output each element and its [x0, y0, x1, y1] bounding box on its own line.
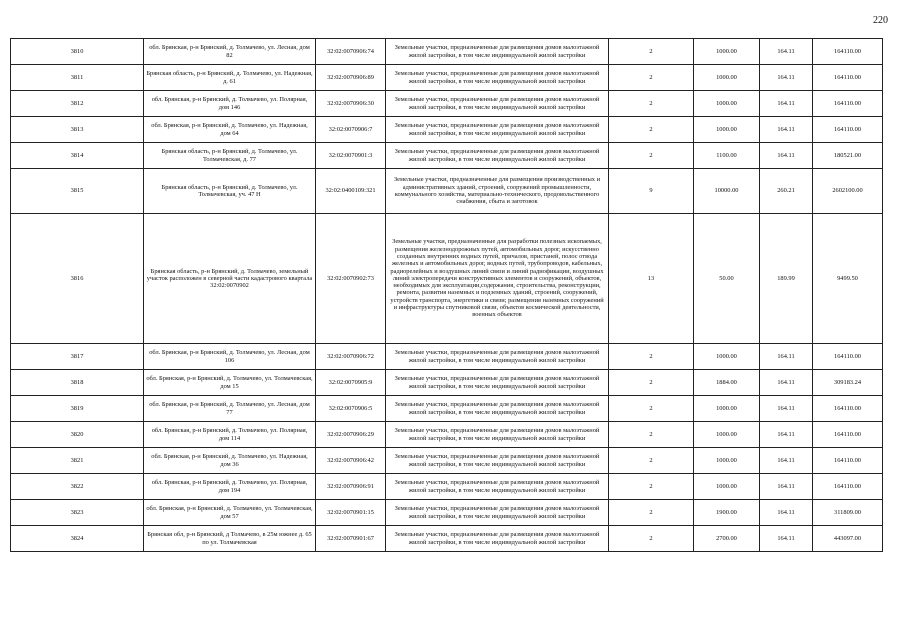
table-row	[11, 39, 883, 65]
cadastral-number-cell: 32:02:0400109:321	[316, 169, 386, 214]
cadastral-value-cell: 2602100.00	[813, 169, 883, 214]
table-row	[11, 91, 883, 117]
area-cell: 2700.00	[694, 526, 760, 552]
table-row	[11, 344, 883, 370]
cadastral-number-cell: 32:02:0070906:42	[316, 448, 386, 474]
specific-value-cell: 164.11	[760, 344, 813, 370]
table-row	[11, 370, 883, 396]
land-use-cell: Земельные участки, предназначенные для размещения домов малоэтажной жилой застройки, в том числе индивидуальной жилой застройки	[386, 117, 609, 143]
land-use-cell: Земельные участки, предназначенные для разработки полезных ископаемых, размещения железнодорожных путей, автомобильных дорог, искусственно созданных внутренних водных путей, причалов, пристаней, полос отвода железных и автомобильных дорог, водных путей, трубопроводов, кабельных, радиорелейных и воздушных линий связи и линий радиофикации, воздушных линий электропередачи конструктивных элементов и сооружений, объектов, необходимых для эксплуатации,содержания, строительства, реконструкции, ремонта, развития наземных и подземных зданий, строений, сооружений, устройств транспорта, энергетики и связи; размещения наземных сооружений и инфраструктуры спутниковой связи, объектов космической деятельности, военных объектов	[386, 214, 609, 344]
cadastral-value-cell: 164110.00	[813, 474, 883, 500]
specific-value-cell: 164.11	[760, 143, 813, 169]
page-number: 220	[873, 15, 888, 26]
address-cell: обл. Брянская, р-н Брянский, д. Толмачево, ул. Полярная, дом 146	[144, 91, 316, 117]
group-cell: 2	[609, 370, 694, 396]
area-cell: 1000.00	[694, 396, 760, 422]
area-cell: 50.00	[694, 214, 760, 344]
row-number: 3812	[11, 91, 144, 117]
address-cell: обл. Брянская, р-н Брянский, д. Толмачево, ул. Толмачевская, дом 15	[144, 370, 316, 396]
cadastral-value-cell: 9499.50	[813, 214, 883, 344]
cadastral-number-cell: 32:02:0070906:91	[316, 474, 386, 500]
table-row	[11, 214, 883, 344]
address-cell: обл. Брянская, р-н Брянский, д. Толмачево, ул. Надежная, дом 64	[144, 117, 316, 143]
specific-value-cell: 164.11	[760, 474, 813, 500]
address-cell: обл. Брянская, р-н Брянский, д. Толмачево, ул. Надежная, дом 36	[144, 448, 316, 474]
table-row	[11, 117, 883, 143]
registry-body	[11, 39, 883, 552]
cadastral-value-cell: 443097.00	[813, 526, 883, 552]
address-cell: Брянская область, р-н Брянский, д. Толмачево, ул. Толмачевская, д. 77	[144, 143, 316, 169]
group-cell: 2	[609, 526, 694, 552]
address-cell: Брянская область, р-н Брянский, д. Толмачево, ул. Надежная, д. 61	[144, 65, 316, 91]
land-use-cell: Земельные участки, предназначенные для размещения домов малоэтажной жилой застройки, в том числе индивидуальной жилой застройки	[386, 396, 609, 422]
area-cell: 1100.00	[694, 143, 760, 169]
cadastral-value-cell: 164110.00	[813, 344, 883, 370]
group-cell: 2	[609, 396, 694, 422]
cadastral-number-cell: 32:02:0070906:30	[316, 91, 386, 117]
land-use-cell: Земельные участки, предназначенные для размещения домов малоэтажной жилой застройки, в том числе индивидуальной жилой застройки	[386, 65, 609, 91]
cadastral-value-cell: 164110.00	[813, 65, 883, 91]
area-cell: 1000.00	[694, 65, 760, 91]
table-row	[11, 143, 883, 169]
land-use-cell: Земельные участки, предназначенные для размещения домов малоэтажной жилой застройки, в том числе индивидуальной жилой застройки	[386, 422, 609, 448]
specific-value-cell: 260.21	[760, 169, 813, 214]
area-cell: 1000.00	[694, 39, 760, 65]
specific-value-cell: 164.11	[760, 526, 813, 552]
land-use-cell: Земельные участки, предназначенные для размещения домов малоэтажной жилой застройки, в том числе индивидуальной жилой застройки	[386, 91, 609, 117]
group-cell: 13	[609, 214, 694, 344]
land-use-cell: Земельные участки, предназначенные для размещения домов малоэтажной жилой застройки, в том числе индивидуальной жилой застройки	[386, 526, 609, 552]
row-number: 3814	[11, 143, 144, 169]
specific-value-cell: 164.11	[760, 448, 813, 474]
row-number: 3822	[11, 474, 144, 500]
address-cell: Брянская область, р-н Брянский, д. Толмачево, земельный участок расположен в северной части кадастрового квартала 32:02:0070902	[144, 214, 316, 344]
land-use-cell: Земельные участки, предназначенные для размещения домов малоэтажной жилой застройки, в том числе индивидуальной жилой застройки	[386, 143, 609, 169]
address-cell: Брянская обл, р-н Брянский, д Толмачево, в 25м южнее д. 65 по ул. Толмачевская	[144, 526, 316, 552]
cadastral-value-cell: 164110.00	[813, 117, 883, 143]
row-number: 3819	[11, 396, 144, 422]
cadastral-number-cell: 32:02:0070906:89	[316, 65, 386, 91]
row-number: 3818	[11, 370, 144, 396]
cadastral-number-cell: 32:02:0070905:9	[316, 370, 386, 396]
specific-value-cell: 164.11	[760, 422, 813, 448]
table-row	[11, 526, 883, 552]
specific-value-cell: 164.11	[760, 91, 813, 117]
cadastral-number-cell: 32:02:0070901:15	[316, 500, 386, 526]
row-number: 3816	[11, 214, 144, 344]
group-cell: 2	[609, 117, 694, 143]
area-cell: 1000.00	[694, 344, 760, 370]
specific-value-cell: 164.11	[760, 396, 813, 422]
specific-value-cell: 164.11	[760, 65, 813, 91]
cadastral-value-cell: 164110.00	[813, 422, 883, 448]
cadastral-value-cell: 164110.00	[813, 39, 883, 65]
table-row	[11, 422, 883, 448]
specific-value-cell: 164.11	[760, 370, 813, 396]
cadastral-registry-table	[10, 38, 883, 552]
specific-value-cell: 189.99	[760, 214, 813, 344]
cadastral-value-cell: 311809.00	[813, 500, 883, 526]
table-row	[11, 474, 883, 500]
cadastral-number-cell: 32:02:0070906:29	[316, 422, 386, 448]
cadastral-number-cell: 32:02:0070906:74	[316, 39, 386, 65]
land-use-cell: Земельные участки, предназначенные для размещения домов малоэтажной жилой застройки, в том числе индивидуальной жилой застройки	[386, 370, 609, 396]
address-cell: обл. Брянская, р-н Брянский, д. Толмачево, ул. Лесная, дом 82	[144, 39, 316, 65]
group-cell: 2	[609, 474, 694, 500]
address-cell: Брянская область, р-н Брянский, д. Толмачево, ул. Толмачевская, уч. 47 Н	[144, 169, 316, 214]
land-use-cell: Земельные участки, предназначенные для размещения домов малоэтажной жилой застройки, в том числе индивидуальной жилой застройки	[386, 500, 609, 526]
specific-value-cell: 164.11	[760, 500, 813, 526]
area-cell: 1884.00	[694, 370, 760, 396]
address-cell: обл. Брянская, р-н Брянский, д. Толмачево, ул. Лесная, дом 77	[144, 396, 316, 422]
area-cell: 1000.00	[694, 91, 760, 117]
group-cell: 2	[609, 422, 694, 448]
cadastral-number-cell: 32:02:0070901:67	[316, 526, 386, 552]
cadastral-number-cell: 32:02:0070901:3	[316, 143, 386, 169]
table-row	[11, 448, 883, 474]
row-number: 3810	[11, 39, 144, 65]
table-row	[11, 65, 883, 91]
cadastral-number-cell: 32:02:0070906:72	[316, 344, 386, 370]
group-cell: 2	[609, 344, 694, 370]
group-cell: 2	[609, 39, 694, 65]
group-cell: 2	[609, 65, 694, 91]
row-number: 3817	[11, 344, 144, 370]
cadastral-value-cell: 164110.00	[813, 396, 883, 422]
cadastral-value-cell: 180521.00	[813, 143, 883, 169]
row-number: 3820	[11, 422, 144, 448]
address-cell: обл. Брянская, р-н Брянский, д. Толмачево, ул. Полярная, дом 194	[144, 474, 316, 500]
cadastral-number-cell: 32:02:0070906:5	[316, 396, 386, 422]
area-cell: 1000.00	[694, 422, 760, 448]
table-row	[11, 169, 883, 214]
cadastral-number-cell: 32:02:0070902:73	[316, 214, 386, 344]
specific-value-cell: 164.11	[760, 117, 813, 143]
cadastral-number-cell: 32:02:0070906:7	[316, 117, 386, 143]
land-use-cell: Земельные участки, предназначенные для размещения домов малоэтажной жилой застройки, в том числе индивидуальной жилой застройки	[386, 448, 609, 474]
row-number: 3823	[11, 500, 144, 526]
row-number: 3821	[11, 448, 144, 474]
row-number: 3813	[11, 117, 144, 143]
row-number: 3811	[11, 65, 144, 91]
area-cell: 10000.00	[694, 169, 760, 214]
area-cell: 1000.00	[694, 448, 760, 474]
table-row	[11, 396, 883, 422]
address-cell: обл. Брянская, р-н Брянский, д. Толмачево, ул. Полярная, дом 114	[144, 422, 316, 448]
area-cell: 1000.00	[694, 117, 760, 143]
land-use-cell: Земельные участки, предназначенные для размещения домов малоэтажной жилой застройки, в том числе индивидуальной жилой застройки	[386, 474, 609, 500]
area-cell: 1000.00	[694, 474, 760, 500]
land-use-cell: Земельные участки, предназначенные для размещения домов малоэтажной жилой застройки, в том числе индивидуальной жилой застройки	[386, 39, 609, 65]
table-row	[11, 500, 883, 526]
specific-value-cell: 164.11	[760, 39, 813, 65]
row-number: 3824	[11, 526, 144, 552]
group-cell: 2	[609, 448, 694, 474]
group-cell: 2	[609, 143, 694, 169]
address-cell: обл. Брянская, р-н Брянский, д. Толмачево, ул. Лесная, дом 106	[144, 344, 316, 370]
cadastral-value-cell: 164110.00	[813, 91, 883, 117]
group-cell: 2	[609, 500, 694, 526]
group-cell: 2	[609, 91, 694, 117]
area-cell: 1900.00	[694, 500, 760, 526]
group-cell: 9	[609, 169, 694, 214]
land-use-cell: Земельные участки, предназначенные для размещения производственных и административных зданий, строений, сооружений промышленности, коммунального хозяйства, материально-технического, продовольственного снабжения, сбыта и заготовок	[386, 169, 609, 214]
address-cell: обл. Брянская, р-н Брянский, д. Толмачево, ул. Толмачевская, дом 57	[144, 500, 316, 526]
land-use-cell: Земельные участки, предназначенные для размещения домов малоэтажной жилой застройки, в том числе индивидуальной жилой застройки	[386, 344, 609, 370]
row-number: 3815	[11, 169, 144, 214]
cadastral-value-cell: 164110.00	[813, 448, 883, 474]
cadastral-value-cell: 309183.24	[813, 370, 883, 396]
